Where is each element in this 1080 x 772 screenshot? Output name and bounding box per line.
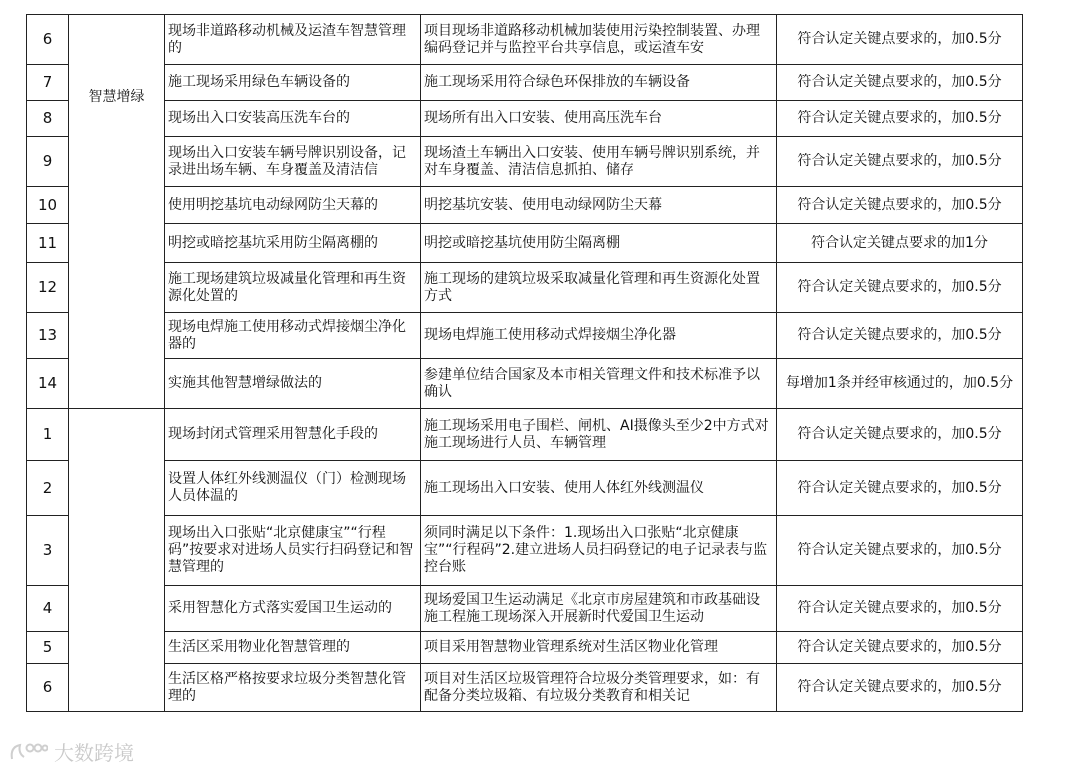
- row-number: 2: [27, 461, 69, 516]
- table-row: [27, 15, 1023, 65]
- table-row: [27, 263, 1023, 313]
- score-cell-text: 符合认定关键点要求的，加0.5分: [797, 639, 1002, 655]
- score-cell-text: 符合认定关键点要求的，加0.5分: [797, 196, 1002, 213]
- content-cell: [421, 586, 777, 632]
- content-cell: [421, 461, 777, 516]
- score-cell-text: 符合认定关键点要求的，加0.5分: [797, 679, 1002, 695]
- content-cell: [421, 187, 777, 224]
- table-row: [27, 586, 1023, 632]
- score-cell: [777, 664, 1023, 712]
- item-cell-text: 采用智慧化方式落实爱国卫生运动的: [168, 600, 392, 616]
- content-cell: [421, 359, 777, 409]
- item-cell: [165, 586, 421, 632]
- score-cell-text: 每增加1条并经审核通过的，加0.5分: [785, 375, 1014, 391]
- score-cell-text: 符合认定关键点要求的，加0.5分: [797, 600, 1002, 616]
- watermark-logo-icon: [8, 739, 48, 765]
- content-cell-text: 明挖基坑安装、使用电动绿网防尘天幕: [424, 196, 662, 213]
- table-row: [27, 313, 1023, 359]
- table-row: [27, 664, 1023, 712]
- row-number: 13: [27, 313, 69, 359]
- row-number: 11: [27, 224, 69, 263]
- content-cell-text: 项目对生活区垃圾管理符合垃圾分类管理要求，如：有配备分类垃圾箱、有垃圾分类教育和相关记: [424, 670, 760, 704]
- item-cell: [165, 15, 421, 65]
- content-cell: [421, 516, 777, 586]
- watermark-text: 大数跨境: [54, 741, 134, 765]
- score-cell-text: 符合认定关键点要求的，加0.5分: [797, 153, 1002, 169]
- category-cell: [69, 409, 165, 712]
- table-row: [27, 187, 1023, 224]
- item-cell: [165, 224, 421, 263]
- row-number: 6: [27, 664, 69, 712]
- row-number: 6: [27, 15, 69, 65]
- score-cell-text: 符合认定关键点要求的，加0.5分: [797, 279, 1002, 295]
- row-number: 3: [27, 516, 69, 586]
- item-cell-text: 使用明挖基坑电动绿网防尘天幕的: [168, 196, 378, 213]
- item-cell: [165, 263, 421, 313]
- item-cell-text: 现场电焊施工使用移动式焊接烟尘净化器的: [168, 318, 406, 352]
- score-cell: [777, 461, 1023, 516]
- content-cell: [421, 632, 777, 664]
- content-cell-text: 项目采用智慧物业管理系统对生活区物业化管理: [424, 639, 718, 655]
- item-cell: [165, 632, 421, 664]
- content-cell-text: 施工现场采用电子围栏、闸机、AI摄像头至少2中方式对施工现场进行人员、车辆管理: [424, 417, 769, 451]
- item-cell-text: 现场出入口安装高压洗车台的: [168, 110, 350, 126]
- content-cell-text: 施工现场出入口安装、使用人体红外线测温仪: [424, 479, 704, 496]
- score-cell-text: 符合认定关键点要求的，加0.5分: [797, 479, 1002, 496]
- watermark: [8, 737, 134, 766]
- content-cell: [421, 15, 777, 65]
- table-row: [27, 409, 1023, 461]
- table-row: [27, 65, 1023, 101]
- item-cell-text: 明挖或暗挖基坑采用防尘隔离棚的: [168, 234, 378, 251]
- item-cell-text: 施工现场建筑垃圾减量化管理和再生资源化处置的: [168, 270, 406, 304]
- item-cell: [165, 359, 421, 409]
- score-cell: [777, 586, 1023, 632]
- row-number: 12: [27, 263, 69, 313]
- content-cell-text: 现场电焊施工使用移动式焊接烟尘净化器: [424, 327, 676, 343]
- content-cell: [421, 101, 777, 137]
- item-cell: [165, 65, 421, 101]
- table-row: [27, 461, 1023, 516]
- score-cell: [777, 516, 1023, 586]
- content-cell-text: 参建单位结合国家及本市相关管理文件和技术标准予以确认: [424, 366, 760, 400]
- item-cell-text: 现场出入口张贴“北京健康宝”“行程码”按要求对进场人员实行扫码登记和智慧管理的: [168, 525, 414, 575]
- row-number: 5: [27, 632, 69, 664]
- row-number: 9: [27, 137, 69, 187]
- score-cell-text: 符合认定关键点要求的，加0.5分: [797, 542, 1002, 558]
- score-cell-text: 符合认定关键点要求的，加0.5分: [797, 31, 1002, 47]
- table-row: [27, 101, 1023, 137]
- score-cell-text: 符合认定关键点要求的，加0.5分: [797, 74, 1002, 90]
- content-cell-text: 现场所有出入口安装、使用高压洗车台: [424, 110, 662, 126]
- item-cell: [165, 137, 421, 187]
- score-cell: [777, 224, 1023, 263]
- row-number: 14: [27, 359, 69, 409]
- score-cell: [777, 15, 1023, 65]
- content-cell-text: 现场渣土车辆出入口安装、使用车辆号牌识别系统，并对车身覆盖、清洁信息抓拍、储存: [424, 144, 760, 178]
- score-cell-text: 符合认定关键点要求的，加0.5分: [797, 110, 1002, 126]
- item-cell: [165, 516, 421, 586]
- item-cell-text: 现场封闭式管理采用智慧化手段的: [168, 426, 378, 442]
- score-cell-text: 符合认定关键点要求的，加0.5分: [797, 426, 1002, 442]
- content-cell-text: 须同时满足以下条件：1.现场出入口张贴“北京健康宝”“行程码”2.建立进场人员扫码登记的电子记录表与监控台账: [424, 525, 768, 575]
- score-cell: [777, 359, 1023, 409]
- content-cell: [421, 263, 777, 313]
- item-cell-text: 设置人体红外线测温仪（门）检测现场人员体温的: [168, 471, 406, 504]
- table-row: [27, 516, 1023, 586]
- table-row: [27, 632, 1023, 664]
- score-cell: [777, 65, 1023, 101]
- content-cell-text: 现场爱国卫生运动满足《北京市房屋建筑和市政基础设施工程施工现场深入开展新时代爱国卫生运动: [424, 591, 760, 625]
- row-number: 10: [27, 187, 69, 224]
- score-cell-text: 符合认定关键点要求的加1分: [811, 234, 988, 251]
- row-number: 7: [27, 65, 69, 101]
- item-cell: [165, 409, 421, 461]
- content-cell-text: 施工现场的建筑垃圾采取减量化管理和再生资源化处置方式: [424, 270, 760, 304]
- item-cell-text: 施工现场采用绿色车辆设备的: [168, 74, 350, 90]
- item-cell-text: 现场非道路移动机械及运渣车智慧管理的: [168, 22, 406, 56]
- score-cell: [777, 313, 1023, 359]
- item-cell-text: 实施其他智慧增绿做法的: [168, 375, 322, 391]
- score-cell: [777, 409, 1023, 461]
- row-number: 1: [27, 409, 69, 461]
- table-row: [27, 359, 1023, 409]
- item-cell-text: 生活区采用物业化智慧管理的: [168, 639, 350, 655]
- score-cell-text: 符合认定关键点要求的，加0.5分: [797, 327, 1002, 343]
- score-cell: [777, 101, 1023, 137]
- item-cell: [165, 313, 421, 359]
- score-cell: [777, 137, 1023, 187]
- content-cell: [421, 409, 777, 461]
- content-cell-text: 项目现场非道路移动机械加装使用污染控制装置、办理编码登记并与监控平台共享信息，或运渣车安: [424, 22, 760, 56]
- content-cell: [421, 65, 777, 101]
- row-number: 4: [27, 586, 69, 632]
- item-cell: [165, 461, 421, 516]
- score-cell: [777, 263, 1023, 313]
- item-cell: [165, 101, 421, 137]
- score-cell: [777, 632, 1023, 664]
- content-cell: [421, 313, 777, 359]
- item-cell-text: 生活区格严格按要求垃圾分类智慧化管理的: [168, 670, 406, 704]
- score-cell: [777, 187, 1023, 224]
- content-cell-text: 明挖或暗挖基坑使用防尘隔离棚: [424, 234, 620, 251]
- item-cell: [165, 187, 421, 224]
- content-cell: [421, 664, 777, 712]
- category-cell: 智慧增绿: [69, 15, 165, 409]
- item-cell-text: 现场出入口安装车辆号牌识别设备，记录进出场车辆、车身覆盖及清洁信: [168, 144, 406, 178]
- scoring-table: [26, 14, 1023, 712]
- content-cell: [421, 137, 777, 187]
- table-row: [27, 224, 1023, 263]
- row-number: 8: [27, 101, 69, 137]
- content-cell-text: 施工现场采用符合绿色环保排放的车辆设备: [424, 74, 690, 90]
- table-row: [27, 137, 1023, 187]
- item-cell: [165, 664, 421, 712]
- content-cell: [421, 224, 777, 263]
